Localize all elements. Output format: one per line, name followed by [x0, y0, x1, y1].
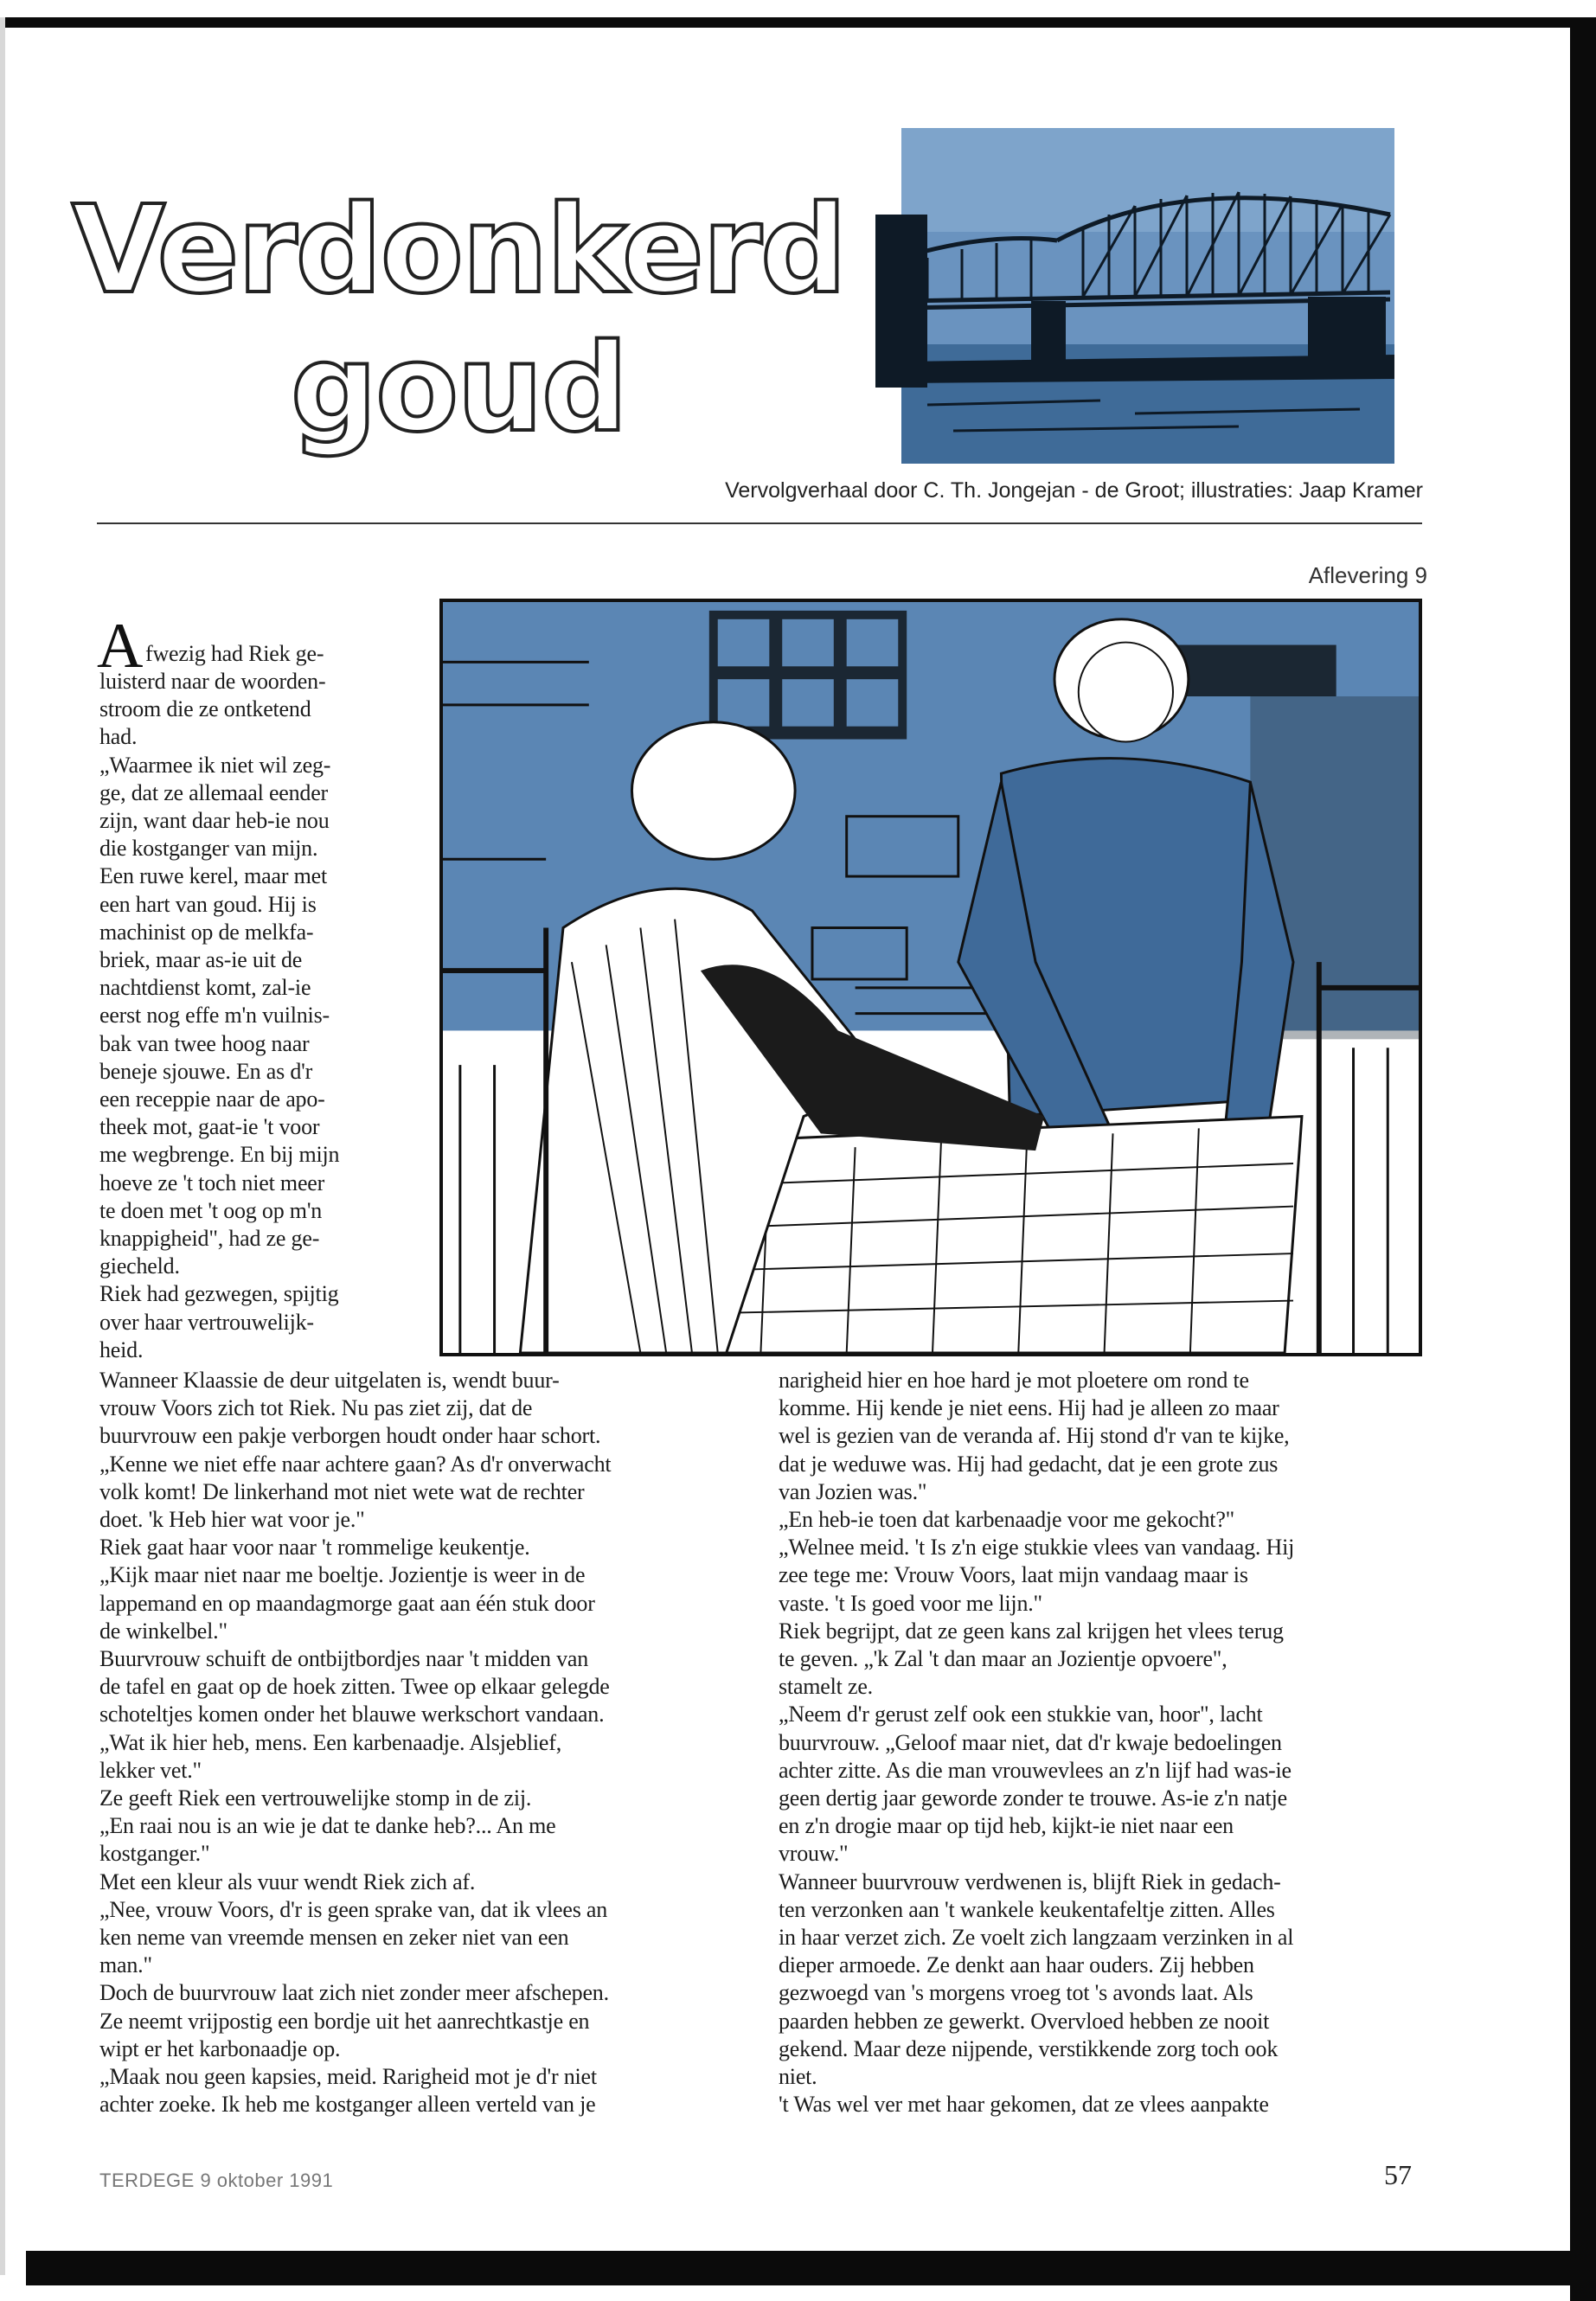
page-frame-left [0, 17, 5, 2275]
header-divider [97, 522, 1422, 524]
episode-label: Aflevering 9 [1308, 562, 1427, 588]
page-frame-bottom [26, 2251, 1596, 2285]
page-number: 57 [1384, 2159, 1412, 2190]
bridge-illustration [875, 128, 1394, 464]
byline: Vervolgverhaal door C. Th. Jongejan - de Groot; illustraties: Jaap Kramer [725, 478, 1423, 503]
page-frame-right [1570, 17, 1596, 2301]
story-column-1: luisterd naar de woorden- stroom die ze ontketend had. „Waarmee ik niet wil zeg- ge, dat ze allemaal eender zijn, want daar heb-ie nou die kostganger van mijn. Een ruwe kerel, maar met een hart van goud. Hij is machinist op de melkfa- briek, maar as-ie uit de nachtdienst komt, zal-ie eerst nog effe m'n vuilnis- bak van twee hoog naar beneje sjouwe. En as d'r een receppie naar de apo- theek mot, gaat-ie 't voor me wegbrenge. En bij mijn hoeve ze 't toch niet meer te doen met 't oog op m'n knappigheid", had ze ge- giecheld. Riek had gezwegen, spijtig over haar vertrouwelijk- heid. [99, 669, 340, 1362]
page-frame-top [0, 17, 1596, 28]
story-column-1-first-line: fwezig had Riek ge- [145, 641, 324, 666]
story-column-2: Wanneer Klaassie de deur uitgelaten is, wendt buur- vrouw Voors zich tot Riek. Nu pas ziet zij, dat de buurvrouw een pakje verborgen houdt onder haar schort. „Kenne we niet effe naar achtere gaan? As d'r onverwacht volk komt! De linkerhand mot niet wete wat de rechter doet. 'k Heb hier wat voor je." Riek gaat haar voor naar 't rommelige keukentje. „Kijk maar niet naar me boeltje. Jozientje is weer in de lappemand en op maandagmorge gaat aan één stuk door de winkelbel." Buurvrouw schuift de ontbijtbordjes naar 't midden van de tafel en gaat op de hoek zitten. Twee op elkaar gelegde schoteltjes komen onder het blauwe werkschort vandaan. „Wat ik hier heb, mens. Een karbenaadje. Alsjeblief, lekker vet." Ze geeft Riek een vertrouwelijke stomp in de zij. „En raai nou is an wie je dat te danke heb?... An me kostganger." Met een kleur als vuur wendt Riek zich af. „Nee, vrouw Voors, d'r is geen sprake van, dat ik vlees an ken neme van vreemde mensen en zeker niet van een man." Doch de buurvrouw laat zich niet zonder meer afschepen. Ze neemt vrijpostig een bordje uit het aanrechtkastje en wipt er het karbonaadje op. „Maak nou geen kapsies, meid. Rarigheid mot je d'r niet achter zoeke. Ik heb me kostganger alleen verteld van je [99, 1368, 612, 2118]
kitchen-illustration [439, 599, 1422, 1356]
title-line-2: goud [290, 318, 627, 459]
drop-cap: A [97, 611, 144, 682]
publication-footer: TERDEGE 9 oktober 1991 [99, 2170, 334, 2191]
title-line-1: Verdonkerd [71, 180, 846, 321]
story-column-3: narigheid hier en hoe hard je mot ploetere om rond te komme. Hij kende je niet eens. Hij had je alleen zo maar wel is gezien van de veranda af. Hij stond d'r van te kijke, dat je weduwe was. Hij had gedacht, dat je een grote zus van Jozien was." „En heb-ie toen dat karbenaadje voor me gekocht?" „Welnee meid. 't Is z'n eige stukkie vlees van vandaag. Hij zee tege me: Vrouw Voors, laat mijn vandaag maar is vaste. 't Is goed voor me lijn." Riek begrijpt, dat ze geen kans zal krijgen het vlees terug te geven. „'k Zal 't dan maar an Jozientje opvoere", stamelt ze. „Neem d'r gerust zelf ook een stukkie van, hoor", lacht buurvrouw. „Geloof maar niet, dat d'r kwaje bedoelingen achter zitte. As die man vrouwevlees an z'n lijf had was-ie geen dertig jaar geworde zonder te trouwe. As-ie z'n natje en z'n drogie maar op tijd heb, kijkt-ie niet naar een vrouw." Wanneer buurvrouw verdwenen is, blijft Riek in gedach- ten verzonken aan 't wankele keukentafeltje zitten. Alles in haar verzet zich. Ze voelt zich langzaam verzinken in al dieper armoede. Ze denkt aan haar ouders. Zij hebben gezwoegd van 's morgens vroeg tot 's avonds laat. Als paarden hebben ze gewerkt. Overvloed hebben ze nooit gekend. Maar deze nijpende, verstikkende zorg toch ook niet. 't Was wel ver met haar gekomen, dat ze vlees aanpakte [779, 1368, 1295, 2118]
story-title [61, 182, 856, 458]
